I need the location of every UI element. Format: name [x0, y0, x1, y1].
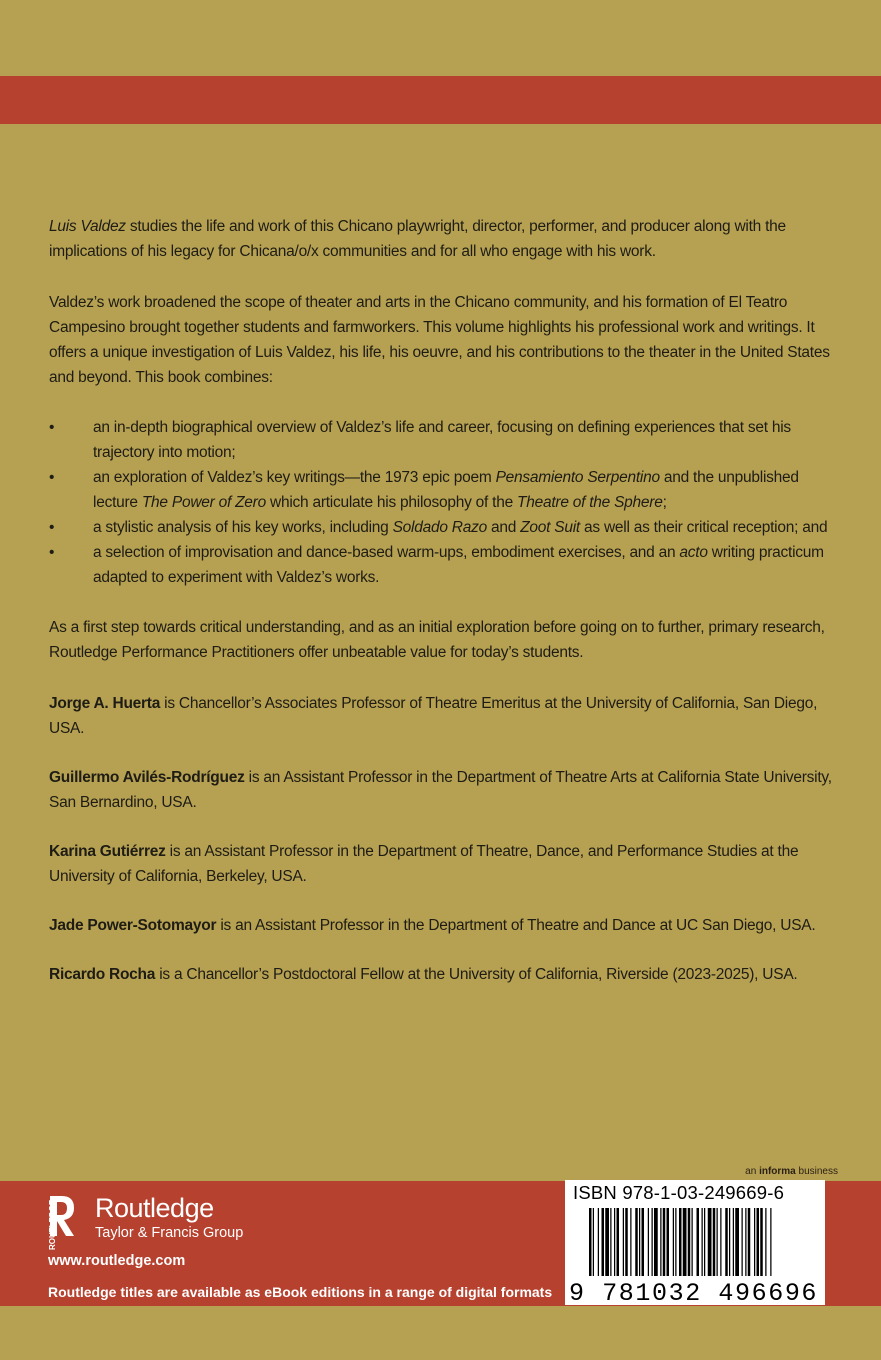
ebook-note: Routledge titles are available as eBook editions in a range of digital formats — [48, 1284, 553, 1300]
list-item-text: as well as their critical reception; and — [579, 519, 828, 536]
barcode-icon — [565, 1208, 825, 1280]
back-cover-text — [49, 214, 839, 1011]
barcode-bar — [652, 1208, 653, 1276]
barcode-bar — [748, 1208, 751, 1276]
intro-text: studies the life and work of this Chicano playwright, director, performer, and producer along with the implications of his legacy for Chicana/o/x communities and for all who engage with his work. — [49, 218, 786, 260]
list-item-text: and — [486, 519, 521, 536]
barcode-bar — [733, 1208, 734, 1276]
barcode-bar — [625, 1208, 628, 1276]
author-bio — [49, 765, 839, 815]
informa-word: informa — [759, 1166, 796, 1177]
isbn-digits: 9 781032 496696 — [569, 1279, 819, 1308]
italic-title: Zoot Suit — [520, 519, 580, 536]
list-item — [49, 465, 839, 515]
barcode-bar — [593, 1208, 594, 1276]
author-bio-text: is an Assistant Professor in the Department of Theatre and Dance at UC San Diego, USA. — [216, 917, 816, 934]
publisher-brand — [95, 1193, 243, 1243]
isbn-label: ISBN 978-1-03-249669-6 — [573, 1182, 785, 1203]
barcode-bar — [697, 1208, 700, 1276]
barcode-bar — [675, 1208, 676, 1276]
list-item-text: and the unpublished lecture — [93, 469, 799, 511]
author-bio-text: is Chancellor’s Associates Professor of Theatre Emeritus at the University of California, San Diego, USA. — [49, 695, 818, 737]
series-paragraph: As a first step towards critical understanding, and as an initial exploration before going on to further, primary research, Routledge Performance Practitioners offer unbeatable value for today’s students. — [49, 619, 825, 661]
list-item-text: an exploration of Valdez’s key writings—the 1973 epic poem — [93, 469, 496, 486]
barcode-bar — [717, 1208, 718, 1276]
bullet-icon: • — [49, 544, 55, 561]
list-item — [49, 540, 839, 590]
author-name: Guillermo Avilés-Rodríguez — [49, 769, 245, 786]
barcode-bar — [720, 1208, 721, 1276]
barcode-bar — [654, 1208, 658, 1276]
barcode-bar — [589, 1208, 592, 1276]
author-bio — [49, 839, 839, 889]
author-bio — [49, 913, 839, 938]
routledge-vertical-wordmark — [46, 1190, 58, 1250]
barcode-bar — [667, 1208, 670, 1276]
vertical-wordmark-text: ROUTLEDGE — [48, 1199, 57, 1250]
author-name: Jorge A. Huerta — [49, 695, 161, 712]
italic-title: Pensamiento Serpentino — [495, 469, 660, 486]
bullet-icon: • — [49, 469, 55, 486]
features-list — [49, 415, 839, 590]
barcode-bar — [754, 1208, 755, 1276]
bullet-icon: • — [49, 519, 55, 536]
list-item-text: an in-depth biographical overview of Valdez’s life and career, focusing on defining experiences that set his trajectory into motion; — [93, 419, 791, 461]
barcode-bar — [683, 1208, 687, 1276]
author-name: Karina Gutiérrez — [49, 843, 166, 860]
publisher-group: Taylor & Francis Group — [95, 1225, 244, 1241]
book-title-italic: Luis Valdez — [49, 218, 126, 235]
barcode-bar — [735, 1208, 739, 1276]
barcode-bar — [660, 1208, 661, 1276]
barcode-bar — [745, 1208, 746, 1276]
barcode-bar — [765, 1208, 766, 1276]
author-bio-text: is an Assistant Professor in the Department of Theatre Arts at California State University, San Bernardino, USA. — [49, 769, 832, 811]
barcode-bar — [614, 1208, 615, 1276]
informa-business-tagline — [745, 1166, 838, 1177]
isbn-barcode-panel — [565, 1180, 825, 1308]
informa-suffix: business — [795, 1166, 838, 1177]
barcode-bar — [630, 1208, 631, 1276]
barcode-bar — [673, 1208, 674, 1276]
italic-title: acto — [679, 544, 708, 561]
author-bio-text: is a Chancellor’s Postdoctoral Fellow at the University of California, Riverside (2023-2025), USA. — [155, 966, 798, 983]
publisher-url: www.routledge.com — [48, 1253, 186, 1269]
barcode-bar — [623, 1208, 624, 1276]
author-bio — [49, 962, 839, 987]
barcode-bar — [770, 1208, 771, 1276]
list-item-text: writing practicum adapted to experiment with Valdez’s works. — [93, 544, 824, 586]
barcode-bar — [757, 1208, 760, 1276]
barcode-bar — [602, 1208, 605, 1276]
barcode-bar — [729, 1208, 730, 1276]
barcode-bar — [713, 1208, 716, 1276]
barcode-bar — [605, 1208, 609, 1276]
author-name: Jade Power-Sotomayor — [49, 917, 217, 934]
barcode-bar — [742, 1208, 743, 1276]
author-bio — [49, 691, 839, 741]
list-item-text: a selection of improvisation and dance-based warm-ups, embodiment exercises, and an — [93, 544, 680, 561]
list-item-text: which articulate his philosophy of the — [265, 494, 518, 511]
list-item — [49, 515, 839, 540]
barcode-bar — [642, 1208, 645, 1276]
barcode-bar — [702, 1208, 703, 1276]
barcode-bar — [610, 1208, 611, 1276]
publisher-name: Routledge — [95, 1193, 214, 1223]
barcode-bar — [635, 1208, 638, 1276]
author-bio-text: is an Assistant Professor in the Department of Theatre, Dance, and Performance Studies at the University of California, Berkeley, USA. — [49, 843, 799, 885]
barcode-bar — [598, 1208, 599, 1276]
informa-prefix: an — [745, 1166, 760, 1177]
italic-title: The Power of Zero — [141, 494, 266, 511]
list-item-text: ; — [662, 494, 667, 511]
barcode-bar — [708, 1208, 712, 1276]
overview-paragraph: Valdez’s work broadened the scope of theater and arts in the Chicano community, and his formation of El Teatro Campesino brought together students and farmworkers. This volume highlights his professional work and writings. It offers a unique investigation of Luis Valdez, his life, his oeuvre, and his contributions to the theater in the United States and beyond. This book combines: — [49, 294, 830, 386]
barcode-bar — [617, 1208, 620, 1276]
barcode-bar — [692, 1208, 693, 1276]
barcode-bar — [639, 1208, 640, 1276]
barcode-bar — [688, 1208, 691, 1276]
barcode-bar — [679, 1208, 682, 1276]
bullet-icon: • — [49, 419, 55, 436]
barcode-bar — [663, 1208, 666, 1276]
italic-title: Soldado Razo — [392, 519, 487, 536]
top-red-band — [0, 76, 881, 124]
author-name: Ricardo Rocha — [49, 966, 156, 983]
list-item — [49, 415, 839, 465]
barcode-bar — [648, 1208, 649, 1276]
italic-title: Theatre of the Sphere — [517, 494, 663, 511]
barcode-bar — [760, 1208, 763, 1276]
barcode-bar — [725, 1208, 728, 1276]
barcode-bar — [704, 1208, 705, 1276]
list-item-text: a stylistic analysis of his key works, including — [93, 519, 393, 536]
intro-paragraph — [49, 214, 839, 264]
